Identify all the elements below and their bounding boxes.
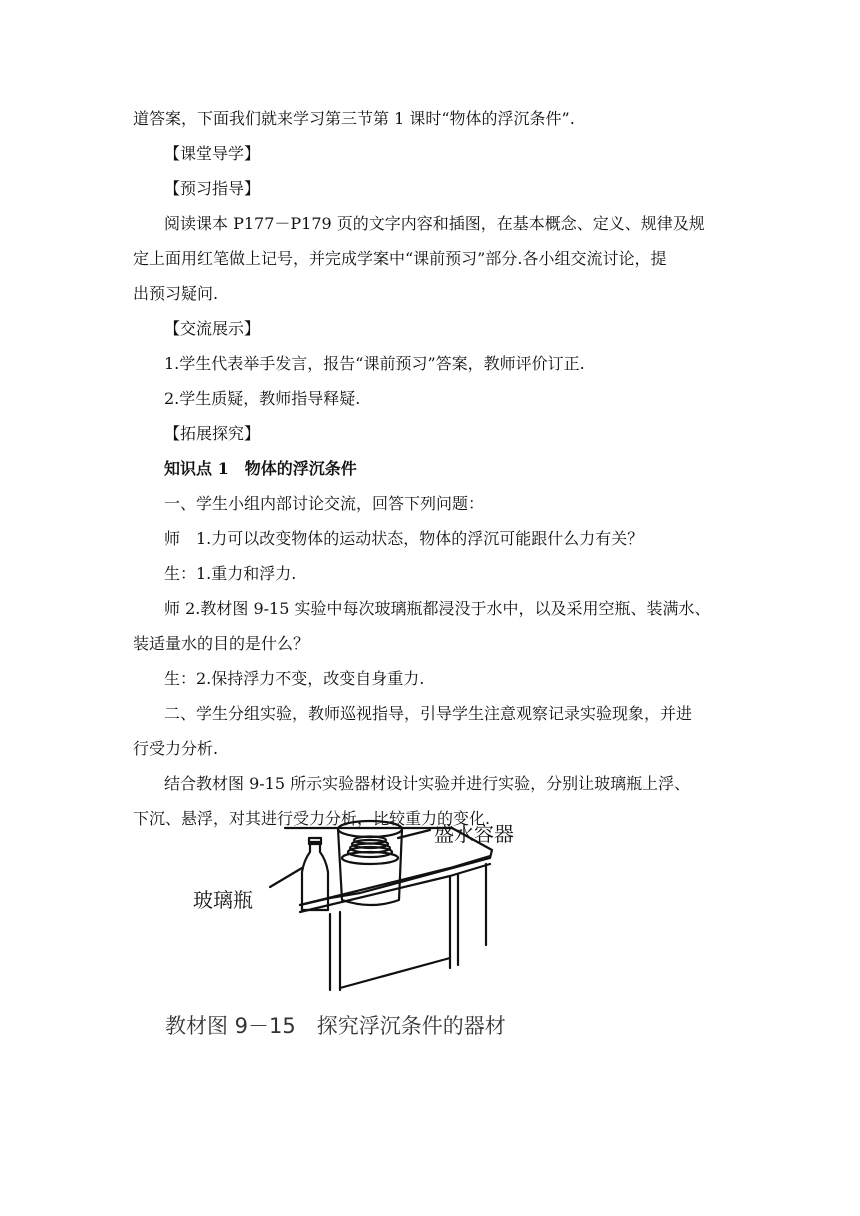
- section-heading-preview: 【预习指导】: [164, 179, 261, 198]
- section-heading-exchange: 【交流展示】: [164, 319, 261, 338]
- figure-caption: 教材图 9－15 探究浮沉条件的器材: [165, 1014, 506, 1038]
- text-line-9: 2.学生质疑，教师指导释疑.: [164, 389, 361, 408]
- text-line-14: 生：1.重力和浮力.: [164, 564, 297, 583]
- text-line-13: 师 1.力可以改变物体的运动状态，物体的浮沉可能跟什么力有关？: [164, 529, 644, 548]
- text-line-12: 一、学生小组内部讨论交流，回答下列问题：: [164, 494, 485, 513]
- knowledge-point-heading: 知识点 1 物体的浮沉条件: [164, 459, 357, 478]
- text-line-20: 结合教材图 9-15 所示实验器材设计实验并进行实验，分别让玻璃瓶上浮、: [164, 774, 691, 793]
- text-line-18: 二、学生分组实验，教师巡视指导，引导学生注意观察记录实验现象，并进: [164, 704, 693, 723]
- text-line-4: 阅读课本 P177－P179 页的文字内容和插图，在基本概念、定义、规律及规: [164, 214, 705, 233]
- text-line-8: 1.学生代表举手发言，报告“课前预习”答案，教师评价订正.: [164, 354, 585, 373]
- text-line-19: 行受力分析.: [133, 739, 219, 758]
- text-line-5: 定上面用红笔做上记号，并完成学案中“课前预习”部分.各小组交流讨论，提: [133, 249, 667, 268]
- text-line-15: 师 2.教材图 9-15 实验中每次玻璃瓶都浸没于水中，以及采用空瓶、装满水、: [164, 599, 711, 618]
- text-line-1: 道答案，下面我们就来学习第三节第 1 课时“物体的浮沉条件”.: [133, 109, 575, 128]
- text-line-16: 装适量水的目的是什么？: [133, 634, 310, 653]
- table-stretcher: [340, 958, 450, 988]
- section-heading-explore: 【拓展探究】: [164, 424, 261, 443]
- text-line-6: 出预习疑问.: [133, 284, 219, 303]
- bottle-leader-line: [270, 868, 302, 887]
- container-label: 盛水容器: [434, 822, 514, 846]
- text-line-17: 生：2.保持浮力不变，改变自身重力.: [164, 669, 425, 688]
- bottle-label: 玻璃瓶: [193, 888, 253, 912]
- section-heading-classroom: 【课堂导学】: [164, 144, 261, 163]
- text-line-21: 下沉、悬浮，对其进行受力分析，比较重力的变化.: [133, 809, 491, 828]
